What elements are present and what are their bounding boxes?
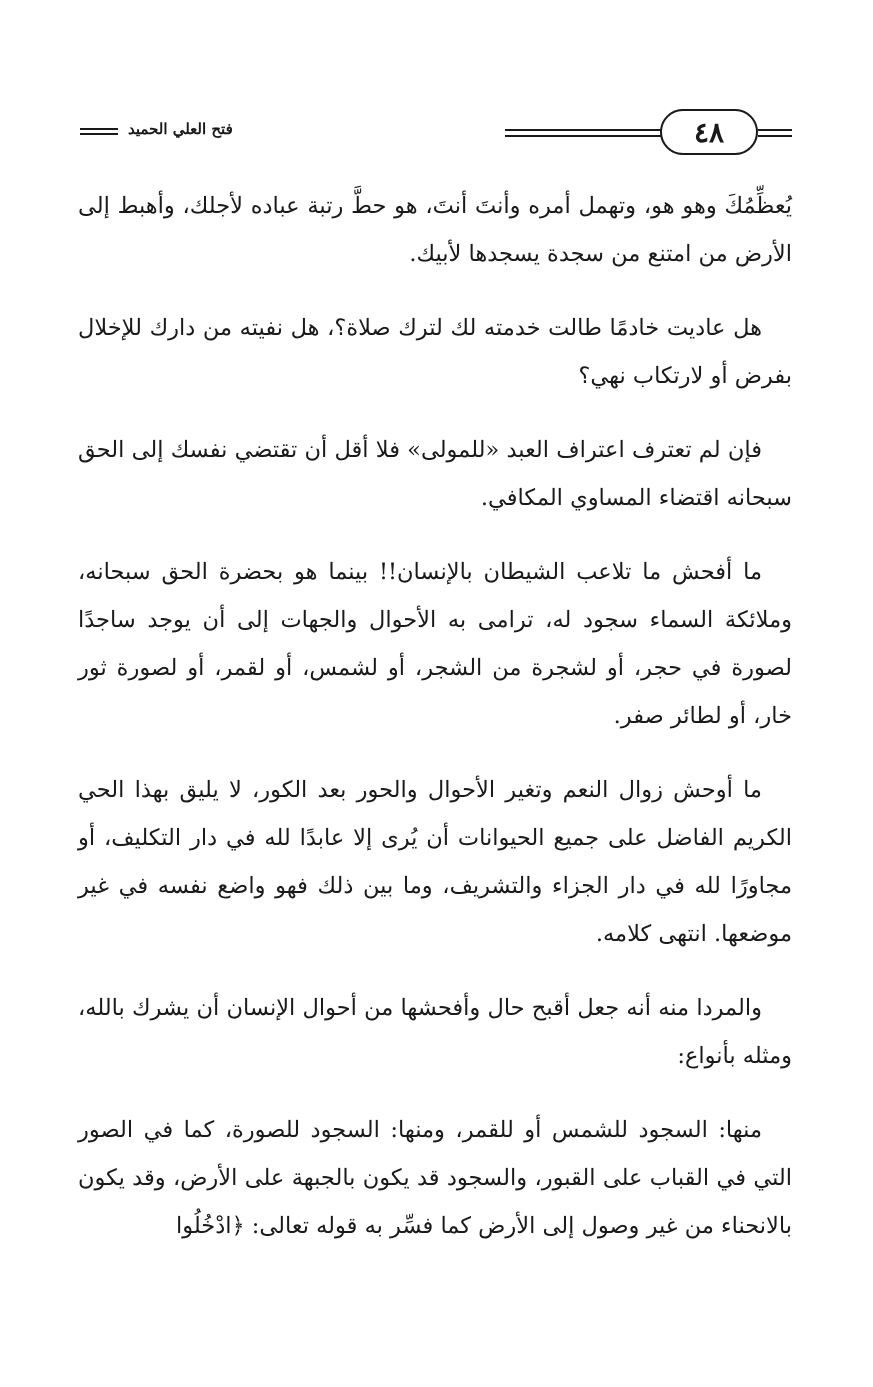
page-header xyxy=(0,0,873,180)
header-rule-center-top xyxy=(505,129,662,131)
header-rule-center-bottom xyxy=(505,135,662,137)
book-title: فتح العلي الحميد xyxy=(128,120,233,138)
header-rule-right-bottom xyxy=(758,135,792,137)
page-number: ٤٨ xyxy=(660,109,758,155)
paragraph-4: ما أفحش ما تلاعب الشيطان بالإنسان!! بينما هو بحضرة الحق سبحانه، وملائكة السماء سجود له، ترامى به الأحوال والجهات إلى أن يوجد ساجدًا لصورة في حجر، أو لشجرة من الشجر، أو لشمس، أو لقمر، أو لصورة ثور خار، أو لطائر صفر. xyxy=(78,559,792,729)
paragraph-5: ما أوحش زوال النعم وتغير الأحوال والحور بعد الكور، لا يليق بهذا الحي الكريم الفاضل على جميع الحيوانات أن يُرى إلا عابدًا لله في دار التكليف، أو مجاورًا لله في دار الجزاء والتشريف، وما بين ذلك فهو واضع نفسه في غير موضعها. انتهى كلامه. xyxy=(78,777,792,947)
header-rule-left-top xyxy=(80,128,118,130)
page-body xyxy=(78,182,792,1250)
paragraph-7: منها: السجود للشمس أو للقمر، ومنها: السجود للصورة، كما في الصور التي في القباب على القبور، والسجود قد يكون بالجبهة على الأرض، وقد يكون بالانحناء من غير وصول إلى الأرض كما فسِّر به قوله تعالى: ﴿ادْخُلُوا xyxy=(78,1117,792,1239)
paragraph-1: يُعظِّمُكَ وهو هو، وتهمل أمره وأنتَ أنتَ، هو حطَّ رتبة عباده لأجلك، وأهبط إلى الأرض من امتنع من سجدة يسجدها لأبيك. xyxy=(78,193,792,267)
paragraph-6: والمردا منه أنه جعل أقبح حال وأفحشها من أحوال الإنسان أن يشرك بالله، ومثله بأنواع: xyxy=(78,995,792,1069)
paragraph-2: هل عاديت خادمًا طالت خدمته لك لترك صلاة؟، هل نفيته من دارك للإخلال بفرض أو لارتكاب نهي؟ xyxy=(78,315,792,389)
header-rule-right-top xyxy=(758,129,792,131)
paragraph-3: فإن لم تعترف اعتراف العبد «للمولى» فلا أقل أن تقتضي نفسك إلى الحق سبحانه اقتضاء المساوي المكافي. xyxy=(78,437,792,511)
header-rule-left-bottom xyxy=(80,133,118,135)
